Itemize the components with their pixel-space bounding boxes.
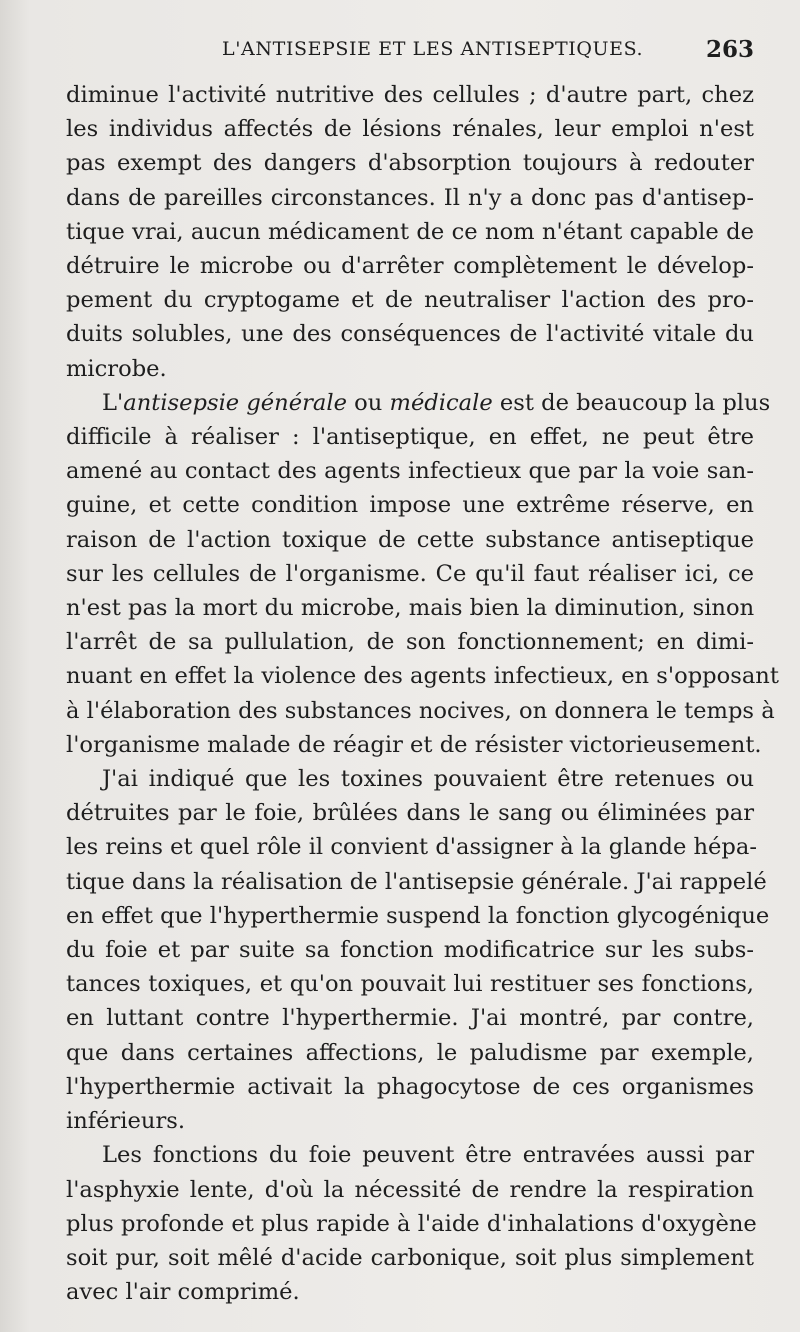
text-line: en luttant contre l'hyperthermie. J'ai montré, par contre, xyxy=(66,1005,754,1032)
text-line: l'arrêt de sa pullulation, de son fonctionnement; en dimi- xyxy=(66,629,754,656)
text-run: ou xyxy=(346,389,390,416)
text-line: les reins et quel rôle il convient d'assigner à la glande hépa- xyxy=(66,834,757,861)
text-line: pement du cryptogame et de neutraliser l'action des pro- xyxy=(66,287,754,314)
text-line: soit pur, soit mêlé d'acide carbonique, soit plus simplement xyxy=(66,1244,754,1271)
text-line: nuant en effet la violence des agents infectieux, en s'opposant xyxy=(66,663,779,690)
text-line: l'organisme malade de réagir et de résister victorieusement. xyxy=(66,731,762,758)
text-line: n'est pas la mort du microbe, mais bien la diminution, sinon xyxy=(66,595,755,622)
text-line: guine, et cette condition impose une extrême réserve, en xyxy=(66,492,754,519)
text-line: dans de pareilles circonstances. Il n'y a donc pas d'antisep- xyxy=(66,184,754,211)
text-line: à l'élaboration des substances nocives, on donnera le temps à xyxy=(66,697,775,724)
text-line: pas exempt des dangers d'absorption toujours à redouter xyxy=(66,150,754,177)
text-line: en effet que l'hyperthermie suspend la fonction glycogénique xyxy=(66,902,770,929)
text-line: amené au contact des agents infectieux que par la voie san- xyxy=(66,458,754,485)
text-line: du foie et par suite sa fonction modificatrice sur les subs- xyxy=(66,937,754,964)
text-run: L' xyxy=(102,389,124,416)
text-line: J'ai indiqué que les toxines pouvaient être retenues ou xyxy=(102,766,754,793)
text-line: détruites par le foie, brûlées dans le sang ou éliminées par xyxy=(66,800,754,827)
text-line: avec l'air comprimé. xyxy=(66,1279,300,1306)
body-text xyxy=(66,78,779,1309)
text-line: détruire le microbe ou d'arrêter complètement le dévelop- xyxy=(66,253,754,280)
text-line: tique dans la réalisation de l'antisepsie générale. J'ai rappelé xyxy=(66,868,767,895)
text-line: tances toxiques, et qu'on pouvait lui restituer ses fonctions, xyxy=(66,971,754,998)
text-line: les individus affectés de lésions rénales, leur emploi n'est xyxy=(66,116,754,143)
text-line: plus profonde et plus rapide à l'aide d'inhalations d'oxygène xyxy=(66,1210,757,1237)
text-line xyxy=(66,386,771,420)
italic-term: médicale xyxy=(389,389,493,416)
page-header xyxy=(0,36,800,76)
text-line: duits solubles, une des conséquences de l'activité vitale du xyxy=(66,321,754,348)
text-line: inférieurs. xyxy=(66,1108,186,1135)
text-line: difficile à réaliser : l'antiseptique, en effet, ne peut être xyxy=(66,424,754,451)
text-line: Les fonctions du foie peuvent être entravées aussi par xyxy=(102,1142,754,1169)
text-line: sur les cellules de l'organisme. Ce qu'il faut réaliser ici, ce xyxy=(66,560,754,587)
text-line: raison de l'action toxique de cette substance antiseptique xyxy=(66,526,754,553)
text-line: tique vrai, aucun médicament de ce nom n'étant capable de xyxy=(66,218,754,245)
running-title: L'ANTISEPSIE ET LES ANTISEPTIQUES. xyxy=(222,38,644,60)
italic-term: antisepsie générale xyxy=(123,389,347,416)
text-run: est de beaucoup la plus xyxy=(492,389,771,416)
page-number: 263 xyxy=(706,36,755,63)
text-line: que dans certaines affections, le paludisme par exemple, xyxy=(66,1039,754,1066)
text-line: l'hyperthermie activait la phagocytose de ces organismes xyxy=(66,1073,754,1100)
text-line: l'asphyxie lente, d'où la nécessité de rendre la respiration xyxy=(66,1176,754,1203)
text-line: diminue l'activité nutritive des cellules ; d'autre part, chez xyxy=(66,82,754,108)
text-line: microbe. xyxy=(66,355,167,382)
